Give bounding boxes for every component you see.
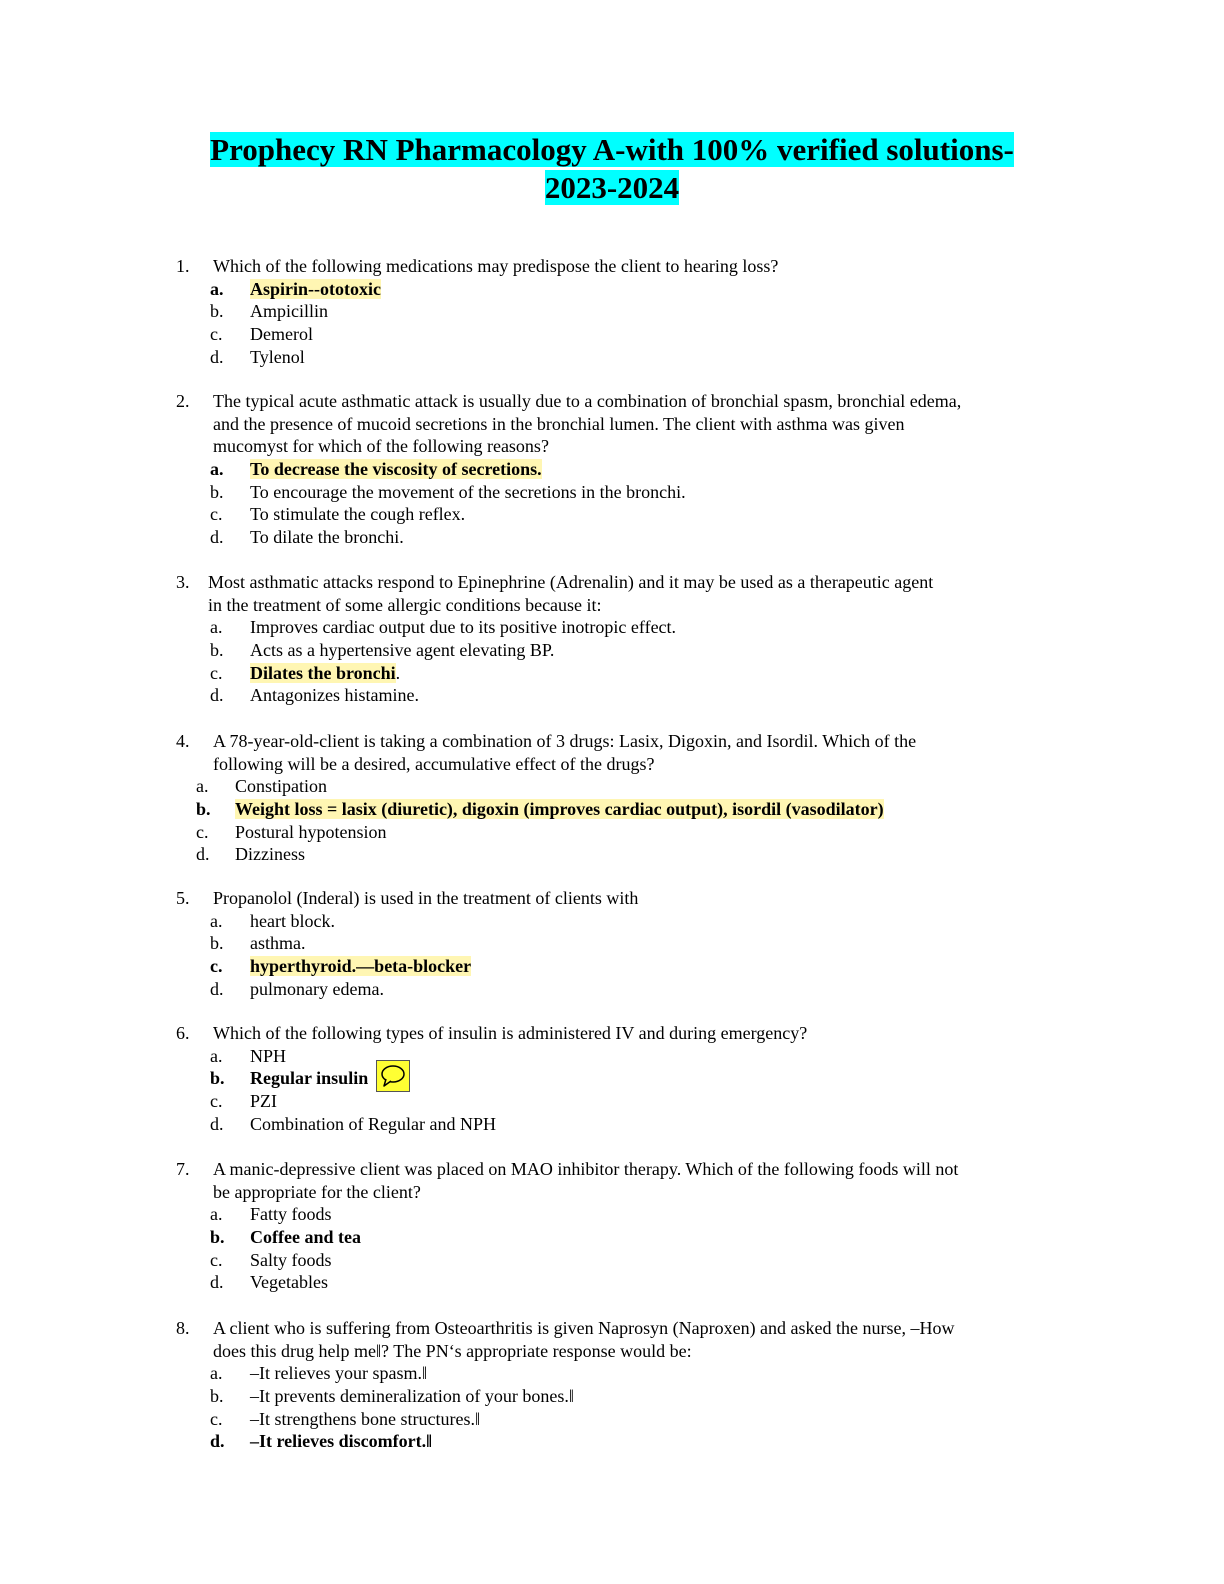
question-text: following will be a desired, accumulative effect of the drugs? [213,753,655,774]
option-text-wrapper [250,481,686,504]
option-text-wrapper [250,278,381,301]
option-text: To dilate the bronchi. [250,527,404,548]
question-3 [0,571,1224,707]
option-text: Ampicillin [250,301,328,322]
answer-option [0,775,1224,798]
correct-answer-text: Aspirin--ototoxic [250,278,381,299]
question-line [0,1317,1224,1340]
option-text: –It strengthens bone structures.‖ [250,1408,481,1429]
answer-option [0,616,1224,639]
question-8 [0,1317,1224,1453]
option-letter: d. [210,346,224,367]
answer-option [0,843,1224,866]
option-letter: d. [210,527,224,548]
question-line [0,390,1224,413]
correct-answer-text: hyperthyroid.—beta-blocker [250,956,472,977]
answer-option [0,1226,1224,1249]
option-letter: b. [210,933,224,954]
option-text-wrapper [250,1249,332,1272]
option-letter: a. [210,1045,223,1066]
option-text: Demerol [250,324,313,345]
question-number: 4. [176,731,190,751]
question-line [0,1340,1224,1363]
option-text-wrapper [250,662,400,685]
question-line [0,571,1224,594]
option-letter: b. [210,640,224,661]
question-text: The typical acute asthmatic attack is usually due to a combination of bronchial spasm, bronchial edema, [213,391,962,411]
option-letter: c. [210,1408,223,1429]
option-text-wrapper [250,1408,480,1431]
answer-option [0,684,1224,707]
question-line [0,730,1224,753]
answer-option [0,821,1224,844]
answer-option [0,300,1224,323]
option-text-wrapper [250,639,554,662]
answer-option [0,978,1224,1001]
option-letter: c. [196,821,209,842]
option-text: NPH [250,1045,287,1066]
option-letter: a. [210,910,223,931]
option-text-wrapper [250,1226,361,1249]
option-text-wrapper [250,1271,328,1294]
option-letter: b. [196,799,211,820]
question-line [0,887,1224,910]
question-text: Propanolol (Inderal) is used in the treatment of clients with [213,888,639,908]
option-text-wrapper [235,798,884,821]
correct-answer-text: Regular insulin [250,1068,369,1089]
correct-answer-text: –It relieves discomfort.‖ [250,1431,432,1452]
question-text: be appropriate for the client? [213,1181,421,1202]
answer-option [0,278,1224,301]
option-text-wrapper [250,955,471,978]
option-text-wrapper [250,503,465,526]
option-letter: a. [196,776,209,797]
option-text-wrapper [250,1113,496,1136]
option-text-wrapper [250,1385,574,1408]
answer-option [0,1385,1224,1408]
option-text: heart block. [250,910,335,931]
option-text: Dizziness [235,844,305,865]
option-text-wrapper [250,616,676,639]
option-letter: a. [210,1363,223,1384]
option-text: pulmonary edema. [250,978,384,999]
option-text: PZI [250,1091,277,1112]
option-text: To stimulate the cough reflex. [250,504,466,525]
correct-answer-text: Coffee and tea [250,1227,361,1248]
option-letter: d. [210,1431,225,1452]
answer-option [0,458,1224,481]
answer-option [0,639,1224,662]
option-text-wrapper [250,978,384,1001]
answer-option [0,1045,1224,1068]
option-letter: b. [210,481,224,502]
option-text: Fatty foods [250,1204,332,1225]
option-text-wrapper [250,1203,332,1226]
answer-option [0,481,1224,504]
question-text: mucomyst for which of the following reasons? [213,436,549,457]
option-text-wrapper [250,1430,432,1453]
answer-option [0,955,1224,978]
question-text: in the treatment of some allergic conditions because it: [208,594,602,615]
option-text-wrapper [250,458,542,481]
option-letter: c. [210,956,223,977]
question-text: and the presence of mucoid secretions in the bronchial lumen. The client with asthma was given [213,413,905,434]
speech-bubble-note-icon[interactable] [376,1060,410,1092]
title-line-1: Prophecy RN Pharmacology A-with 100% verified solutions- [210,132,1014,167]
question-text: Most asthmatic attacks respond to Epinephrine (Adrenalin) and it may be used as a therapeutic agent [208,572,934,592]
question-4 [0,730,1224,866]
option-text: –It relieves your spasm.‖ [250,1363,428,1384]
option-text: Vegetables [250,1272,328,1293]
question-number: 3. [176,572,190,592]
answer-option [0,1203,1224,1226]
correct-answer-text: Dilates the bronchi [250,662,396,683]
question-number: 5. [176,888,190,908]
answer-option [0,1113,1224,1136]
option-text-wrapper [250,910,335,933]
correct-answer-text: Weight loss = lasix (diuretic), digoxin (improves cardiac output), isordil (vasodilator) [235,799,884,820]
option-letter: b. [210,1068,225,1089]
question-text: A manic-depressive client was placed on MAO inhibitor therapy. Which of the following foods will not [213,1159,959,1179]
question-line [0,1022,1224,1045]
answer-option [0,1362,1224,1385]
option-letter: a. [210,617,223,638]
answer-option [0,1430,1224,1453]
option-letter: d. [210,1272,224,1293]
option-text-wrapper [250,932,306,955]
document-title [150,131,1074,207]
answer-option [0,932,1224,955]
question-text: Which of the following types of insulin is administered IV and during emergency? [213,1023,808,1043]
question-line [0,435,1224,458]
option-text: Combination of Regular and NPH [250,1113,496,1134]
option-text-wrapper [250,1362,427,1385]
question-number: 6. [176,1023,190,1043]
option-letter: c. [210,662,223,683]
option-letter: d. [210,1113,224,1134]
question-number: 8. [176,1318,190,1338]
option-text: Postural hypotension [235,821,387,842]
option-text: Antagonizes histamine. [250,685,419,706]
question-text: A 78-year-old-client is taking a combination of 3 drugs: Lasix, Digoxin, and Isordil. Which of the [213,731,917,751]
answer-option [0,1249,1224,1272]
option-suffix: . [395,662,401,683]
title-line-2: 2023-2024 [544,170,680,205]
option-text-wrapper [250,526,404,549]
option-text: Improves cardiac output due to its positive inotropic effect. [250,617,677,638]
question-line [0,413,1224,436]
question-1 [0,255,1224,368]
question-line [0,1158,1224,1181]
option-text: Constipation [235,776,328,797]
question-line [0,255,1224,278]
option-letter: a. [210,459,224,480]
option-text-wrapper [250,300,328,323]
answer-option [0,798,1224,821]
option-letter: c. [210,1249,223,1270]
option-letter: c. [210,1091,223,1112]
option-text-wrapper [250,684,419,707]
option-text-wrapper [250,346,305,369]
option-letter: d. [210,978,224,999]
question-6 [0,1022,1224,1135]
answer-option [0,503,1224,526]
option-text-wrapper [250,1045,286,1068]
option-letter: a. [210,278,224,299]
question-text: A client who is suffering from Osteoarthritis is given Naprosyn (Naproxen) and asked the nurse, –How [213,1318,955,1338]
option-text-wrapper [235,821,387,844]
question-2 [0,390,1224,549]
correct-answer-text: To decrease the viscosity of secretions. [250,459,542,480]
question-number: 2. [176,391,190,411]
option-text-wrapper [250,1090,277,1113]
option-text: To encourage the movement of the secretions in the bronchi. [250,481,686,502]
answer-option [0,323,1224,346]
option-letter: d. [210,685,224,706]
answer-option [0,1067,1224,1090]
option-text-wrapper [250,323,313,346]
option-letter: a. [210,1204,223,1225]
question-number: 7. [176,1159,190,1179]
option-letter: b. [210,1386,224,1407]
option-letter: c. [210,504,223,525]
question-text: does this drug help me‖? The PN‘s appropriate response would be: [213,1340,692,1361]
question-line [0,594,1224,617]
question-5 [0,887,1224,1000]
option-letter: c. [210,324,223,345]
question-number: 1. [176,256,190,276]
option-text: Salty foods [250,1249,332,1270]
answer-option [0,1090,1224,1113]
option-letter: d. [196,844,210,865]
option-text: –It prevents demineralization of your bones.‖ [250,1386,574,1407]
answer-option [0,662,1224,685]
option-text-wrapper [235,775,327,798]
question-line [0,753,1224,776]
question-7 [0,1158,1224,1294]
option-text-wrapper [235,843,305,866]
option-letter: b. [210,1227,225,1248]
option-letter: b. [210,301,224,322]
answer-option [0,526,1224,549]
answer-option [0,1408,1224,1431]
option-text-wrapper [250,1067,368,1090]
answer-option [0,910,1224,933]
question-text: Which of the following medications may predispose the client to hearing loss? [213,256,779,276]
answer-option [0,346,1224,369]
answer-option [0,1271,1224,1294]
option-text: Acts as a hypertensive agent elevating BP. [250,640,555,661]
question-line [0,1181,1224,1204]
option-text: Tylenol [250,346,305,367]
option-text: asthma. [250,933,306,954]
